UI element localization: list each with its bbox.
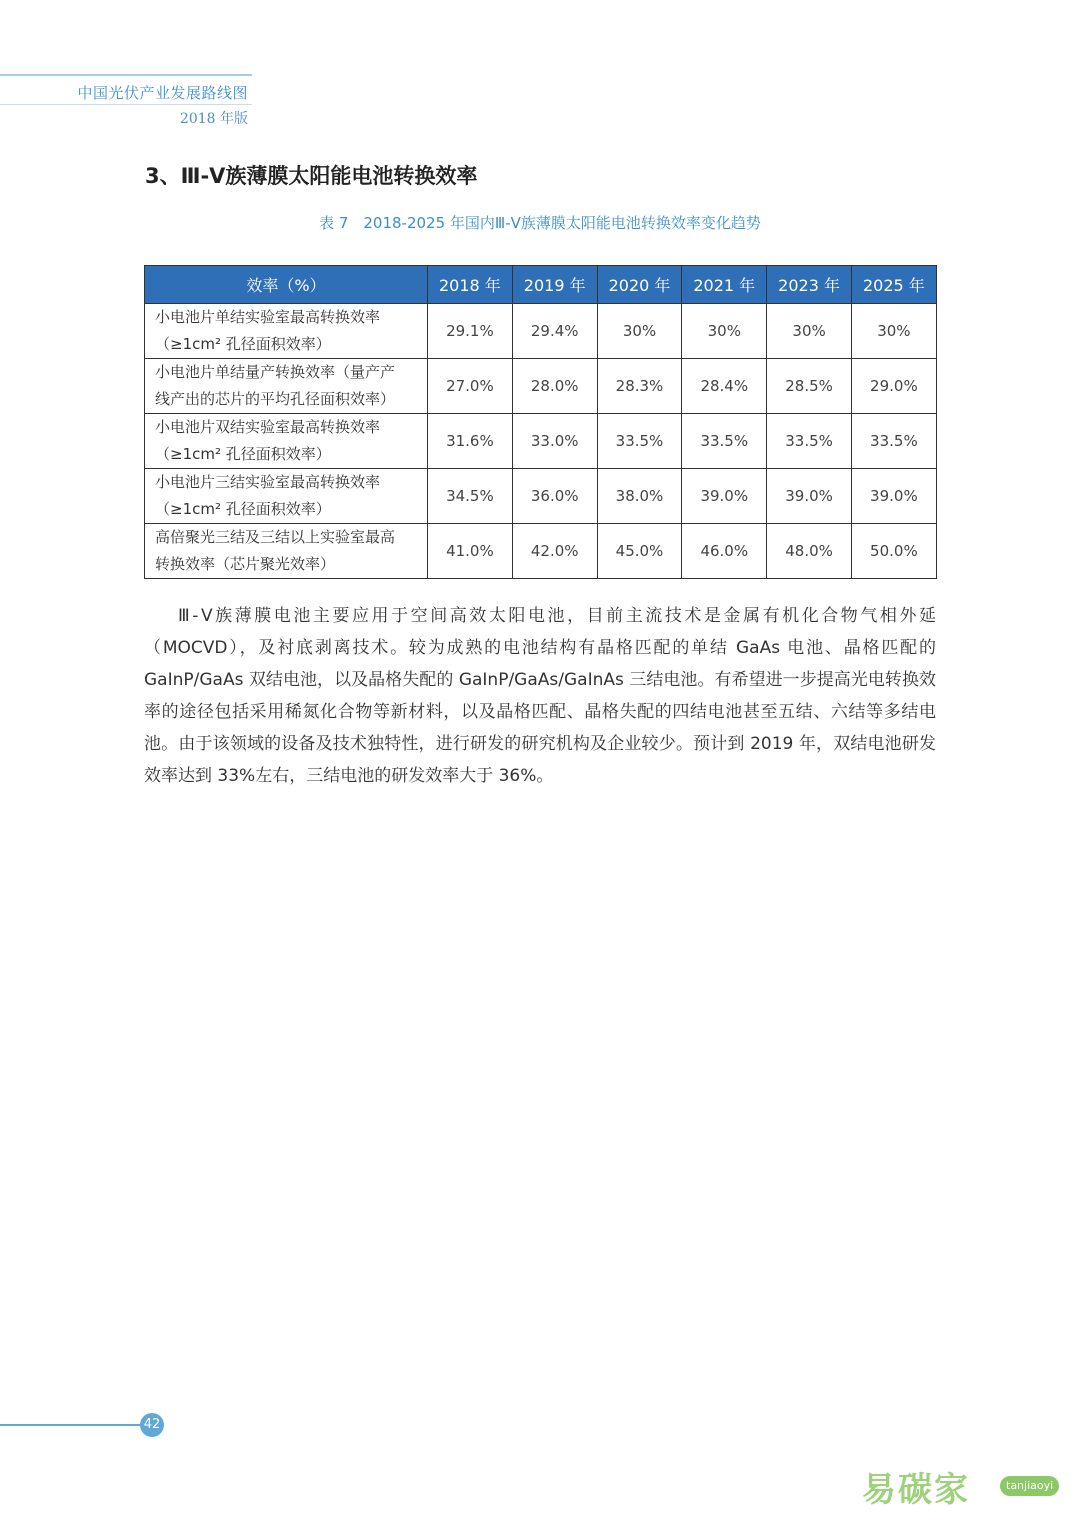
table-header-row (145, 266, 937, 304)
table-cell: 34.5% (428, 469, 513, 524)
table-cell: 33.0% (512, 414, 597, 469)
row-label-line: 小电池片单结量产转换效率（量产产 (155, 363, 396, 381)
row-label-line: （≥1cm² 孔径面积效率） (155, 445, 331, 463)
row-label-line: 线产出的芯片的平均孔径面积效率） (155, 390, 396, 408)
header-edition: 2018 年版 (179, 111, 248, 127)
column-header: 2019 年 (512, 266, 597, 304)
table-cell: 38.0% (597, 469, 682, 524)
row-label-line: （≥1cm² 孔径面积效率） (155, 335, 331, 353)
row-label-line: 转换效率（芯片聚光效率） (155, 555, 336, 573)
row-label-line: 小电池片双结实验室最高转换效率 (155, 418, 381, 436)
table-cell: 42.0% (512, 524, 597, 579)
footer-rule (0, 1424, 142, 1426)
column-header: 2025 年 (851, 266, 936, 304)
table-cell: 45.0% (597, 524, 682, 579)
table-row (145, 469, 937, 524)
table-cell: 39.0% (851, 469, 936, 524)
column-header: 2020 年 (597, 266, 682, 304)
table-cell: 50.0% (851, 524, 936, 579)
table-cell: 29.1% (428, 304, 513, 359)
header-rule (0, 74, 252, 76)
table-cell: 30% (851, 304, 936, 359)
row-label (145, 359, 428, 414)
table-row (145, 414, 937, 469)
table-cell: 29.4% (512, 304, 597, 359)
table-cell: 33.5% (597, 414, 682, 469)
column-header: 2018 年 (428, 266, 513, 304)
column-header: 2023 年 (767, 266, 852, 304)
page-number: 42 (140, 1413, 164, 1437)
table-row (145, 359, 937, 414)
table-cell: 36.0% (512, 469, 597, 524)
column-header: 2021 年 (682, 266, 767, 304)
header-rule-secondary (0, 104, 252, 105)
table-cell: 48.0% (767, 524, 852, 579)
header-title: 中国光伏产业发展路线图 (77, 84, 248, 102)
table-cell: 41.0% (428, 524, 513, 579)
column-header: 效率（%） (145, 266, 428, 304)
table-cell: 28.3% (597, 359, 682, 414)
row-label-line: （≥1cm² 孔径面积效率） (155, 500, 331, 518)
row-label (145, 414, 428, 469)
row-label-line: 小电池片三结实验室最高转换效率 (155, 473, 381, 491)
watermark-logo (862, 1462, 1072, 1512)
watermark-badge: tanjiaoyi (1000, 1476, 1059, 1496)
row-label-line: 小电池片单结实验室最高转换效率 (155, 308, 381, 326)
table-row (145, 524, 937, 579)
table-cell: 39.0% (682, 469, 767, 524)
table-cell: 33.5% (767, 414, 852, 469)
table-cell: 31.6% (428, 414, 513, 469)
efficiency-table (144, 265, 937, 579)
row-label-line: 高倍聚光三结及三结以上实验室最高 (155, 528, 396, 546)
table-caption: 表 7 2018-2025 年国内Ⅲ-Ⅴ族薄膜太阳能电池转换效率变化趋势 (319, 214, 761, 232)
row-label (145, 304, 428, 359)
table-row (145, 304, 937, 359)
table-cell: 46.0% (682, 524, 767, 579)
table-cell: 30% (767, 304, 852, 359)
row-label (145, 469, 428, 524)
table-cell: 30% (597, 304, 682, 359)
table-cell: 28.5% (767, 359, 852, 414)
body-paragraph: Ⅲ-Ⅴ族薄膜电池主要应用于空间高效太阳电池，目前主流技术是金属有机化合物气相外延（MOCVD），及衬底剥离技术。较为成熟的电池结构有晶格匹配的单结 GaAs 电池、晶格匹配的 GaInP/GaAs 双结电池，以及晶格失配的 GaInP/GaAs/GaInAs 三结电池。有希望进一步提高光电转换效率的途径包括采用稀氮化合物等新材料，以及晶格匹配、晶格失配的四结电池甚至五结、六结等多结电池。由于该领域的设备及技术独特性，进行研发的研究机构及企业较少。预计到 2019 年，双结电池研发效率达到 33%左右，三结电池的研发效率大于 36%。 (144, 606, 936, 786)
section-title: 3、Ⅲ-Ⅴ族薄膜太阳能电池转换效率 (145, 164, 478, 188)
table-cell: 27.0% (428, 359, 513, 414)
watermark-text: 易碳家 (862, 1470, 970, 1510)
table-cell: 33.5% (851, 414, 936, 469)
table-cell: 29.0% (851, 359, 936, 414)
table-cell: 28.0% (512, 359, 597, 414)
row-label (145, 524, 428, 579)
table-cell: 33.5% (682, 414, 767, 469)
table-cell: 39.0% (767, 469, 852, 524)
table-cell: 28.4% (682, 359, 767, 414)
table-cell: 30% (682, 304, 767, 359)
